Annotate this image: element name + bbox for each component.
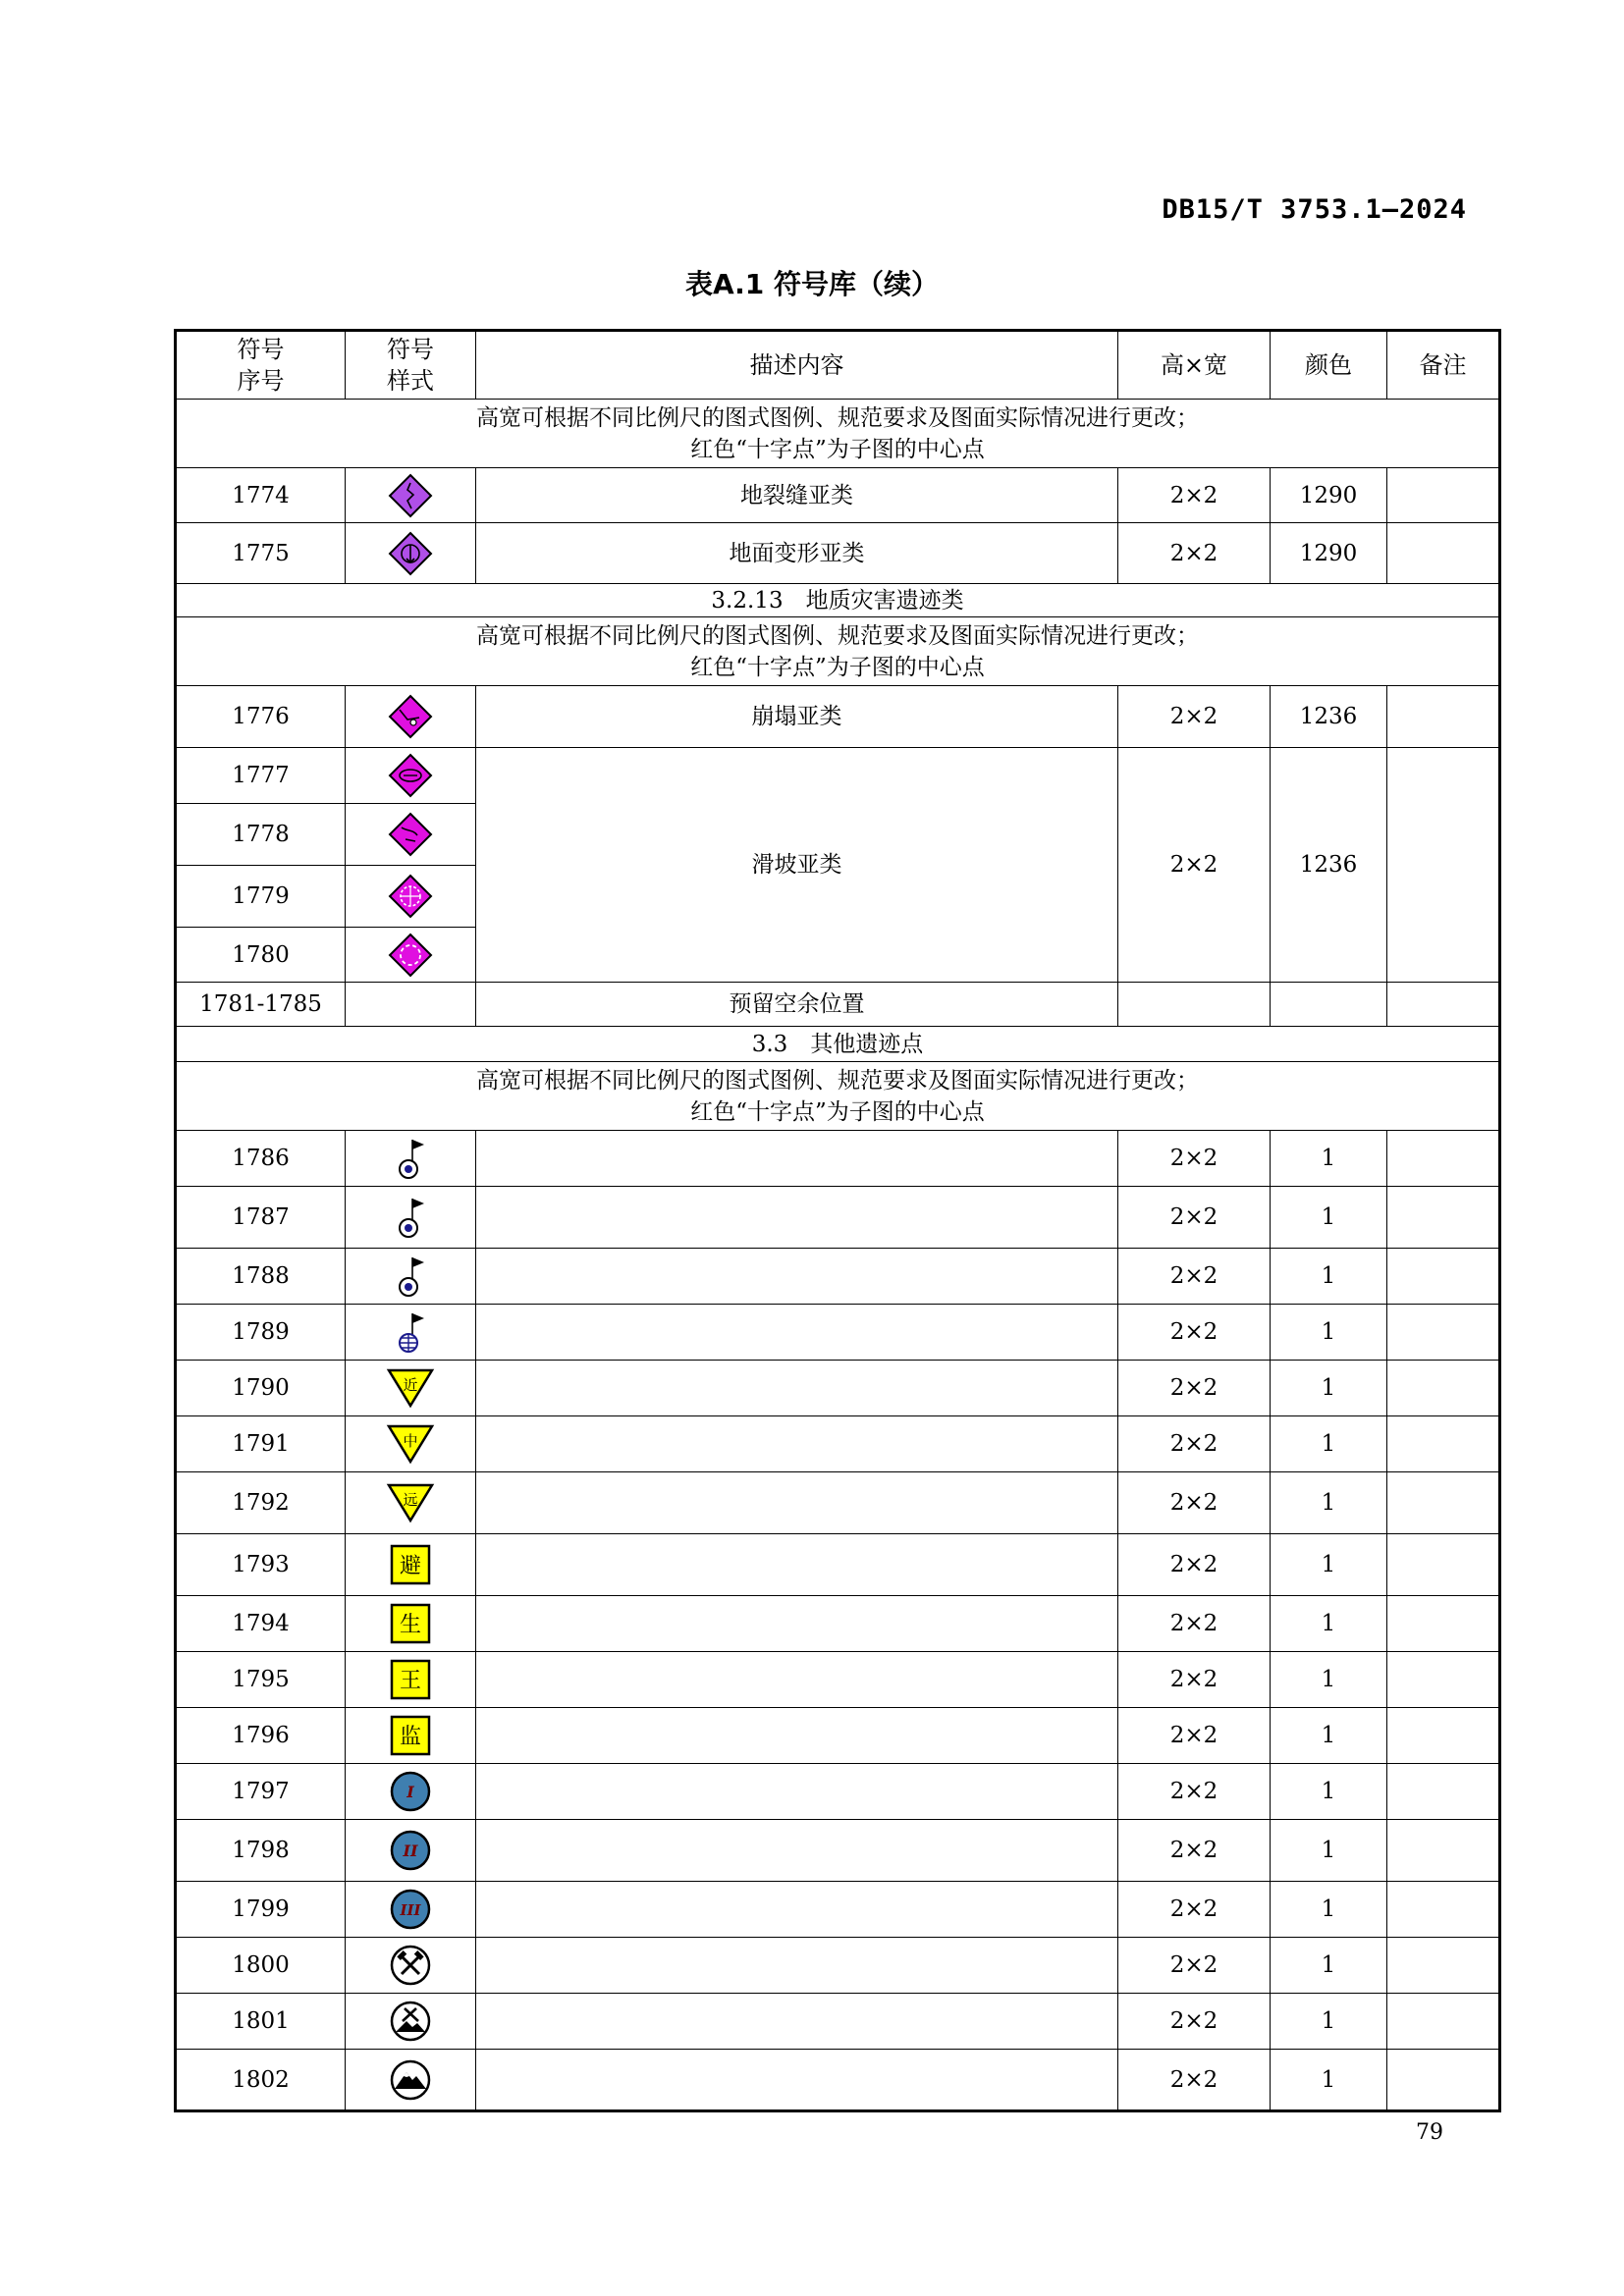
size: 2×2 (1118, 468, 1271, 523)
section-heading: 3.3 其他遗迹点 (176, 1027, 1500, 1062)
table-header-row (176, 331, 1500, 400)
svg-text:监: 监 (399, 1725, 422, 1749)
symbol-style-cell (346, 1596, 476, 1652)
symbol-id: 1800 (176, 1938, 346, 1994)
description (476, 1708, 1118, 1764)
note (1387, 1361, 1500, 1416)
symbol-style-cell (346, 1652, 476, 1708)
size: 2×2 (1118, 748, 1271, 983)
note-row (176, 400, 1500, 468)
table-row (176, 1938, 1500, 1994)
table-row (176, 1187, 1500, 1249)
color-code: 1 (1271, 2050, 1387, 2111)
note (1387, 1131, 1500, 1187)
symbol-style-cell (346, 1534, 476, 1596)
symbol-id: 1802 (176, 2050, 346, 2111)
svg-text:生: 生 (399, 1613, 422, 1637)
symbol-id: 1776 (176, 686, 346, 748)
size (1118, 983, 1271, 1027)
size: 2×2 (1118, 1596, 1271, 1652)
table-row (176, 983, 1500, 1027)
symbol-style-cell (346, 1764, 476, 1820)
symbol-id: 1799 (176, 1882, 346, 1938)
svg-text:中: 中 (403, 1432, 418, 1450)
svg-text:II: II (403, 1842, 418, 1860)
header-symbol-style: 符号 样式 (346, 331, 476, 400)
svg-text:远: 远 (403, 1491, 418, 1509)
color-code: 1 (1271, 1596, 1387, 1652)
symbol-id: 1801 (176, 1994, 346, 2050)
table-row (176, 1652, 1500, 1708)
description: 地裂缝亚类 (476, 468, 1118, 523)
svg-text:近: 近 (403, 1376, 418, 1394)
description (476, 1416, 1118, 1472)
color-code: 1290 (1271, 468, 1387, 523)
flag-circle-point-icon (391, 1254, 430, 1299)
symbol-style-cell (346, 1305, 476, 1361)
description (476, 1187, 1118, 1249)
table-row (176, 1305, 1500, 1361)
note (1387, 1764, 1500, 1820)
symbol-id: 1790 (176, 1361, 346, 1416)
description (476, 1361, 1118, 1416)
symbol-style-cell (346, 1416, 476, 1472)
description (476, 1249, 1118, 1305)
size: 2×2 (1118, 686, 1271, 748)
table-row (176, 1882, 1500, 1938)
description (476, 1305, 1118, 1361)
size: 2×2 (1118, 523, 1271, 584)
symbol-style-cell (346, 748, 476, 804)
blue-circle-roman-icon (389, 1770, 432, 1813)
description: 预留空余位置 (476, 983, 1118, 1027)
size: 2×2 (1118, 1305, 1271, 1361)
symbol-style-cell (346, 1249, 476, 1305)
note (1387, 1994, 1500, 2050)
description (476, 1472, 1118, 1534)
note (1387, 1652, 1500, 1708)
note (1387, 1416, 1500, 1472)
description (476, 1882, 1118, 1938)
yellow-square-icon (389, 1543, 432, 1586)
yellow-triangle-icon (386, 1481, 435, 1524)
blue-circle-roman-icon (389, 1829, 432, 1872)
size: 2×2 (1118, 1187, 1271, 1249)
symbol-style-cell (346, 983, 476, 1027)
table-row (176, 523, 1500, 584)
symbol-style-cell (346, 686, 476, 748)
symbol-style-cell (346, 1882, 476, 1938)
symbol-id: 1774 (176, 468, 346, 523)
symbol-style-cell (346, 1131, 476, 1187)
size: 2×2 (1118, 1472, 1271, 1534)
symbol-style-cell (346, 1187, 476, 1249)
size: 2×2 (1118, 1708, 1271, 1764)
size: 2×2 (1118, 1994, 1271, 2050)
color-code: 1 (1271, 1882, 1387, 1938)
header-size: 高×宽 (1118, 331, 1271, 400)
color-code: 1 (1271, 1994, 1387, 2050)
symbol-id: 1793 (176, 1534, 346, 1596)
color-code: 1 (1271, 1305, 1387, 1361)
note (1387, 1938, 1500, 1994)
table-row (176, 1820, 1500, 1882)
magenta-diamond-landslide-b-icon (388, 812, 433, 857)
symbol-id: 1787 (176, 1187, 346, 1249)
symbol-id: 1789 (176, 1305, 346, 1361)
symbol-style-cell (346, 1994, 476, 2050)
symbol-style-cell (346, 523, 476, 584)
symbol-style-cell (346, 1708, 476, 1764)
svg-text:王: 王 (399, 1669, 422, 1693)
table-row (176, 2050, 1500, 2111)
table-row (176, 1708, 1500, 1764)
symbol-id: 1788 (176, 1249, 346, 1305)
magenta-diamond-landslide-c-icon (388, 874, 433, 919)
note-row (176, 617, 1500, 686)
symbol-id: 1780 (176, 928, 346, 983)
symbol-id: 1795 (176, 1652, 346, 1708)
svg-text:III: III (400, 1901, 421, 1919)
table-row (176, 1249, 1500, 1305)
table-row (176, 1131, 1500, 1187)
symbol-id: 1778 (176, 804, 346, 866)
table-row (176, 1416, 1500, 1472)
svg-text:避: 避 (399, 1554, 422, 1578)
color-code: 1 (1271, 1131, 1387, 1187)
note (1387, 1472, 1500, 1534)
description (476, 1994, 1118, 2050)
color-code: 1 (1271, 1416, 1387, 1472)
size: 2×2 (1118, 1131, 1271, 1187)
size: 2×2 (1118, 1534, 1271, 1596)
symbol-id: 1786 (176, 1131, 346, 1187)
mountain-circle-icon (389, 2058, 432, 2102)
description (476, 1596, 1118, 1652)
color-code: 1 (1271, 1708, 1387, 1764)
note-text: 高宽可根据不同比例尺的图式图例、规范要求及图面实际情况进行更改； 红色“十字点”为子图的中心点 (176, 617, 1500, 686)
description (476, 1652, 1118, 1708)
table-row (176, 1361, 1500, 1416)
table-row (176, 468, 1500, 523)
description (476, 1764, 1118, 1820)
description: 地面变形亚类 (476, 523, 1118, 584)
symbol-id: 1797 (176, 1764, 346, 1820)
table-row (176, 1596, 1500, 1652)
symbol-style-cell (346, 1938, 476, 1994)
size: 2×2 (1118, 1652, 1271, 1708)
description (476, 1131, 1118, 1187)
symbol-style-cell (346, 1820, 476, 1882)
yellow-triangle-icon (386, 1366, 435, 1410)
magenta-diamond-landslide-a-icon (388, 753, 433, 798)
symbol-style-cell (346, 2050, 476, 2111)
note (1387, 1249, 1500, 1305)
page-number: 79 (1416, 2120, 1443, 2145)
color-code: 1 (1271, 1652, 1387, 1708)
color-code: 1290 (1271, 523, 1387, 584)
section-row (176, 1027, 1500, 1062)
note (1387, 1596, 1500, 1652)
size: 2×2 (1118, 1764, 1271, 1820)
hammers-mountain-circle-icon (389, 2000, 432, 2043)
description: 滑坡亚类 (476, 748, 1118, 983)
crossed-hammers-circle-icon (389, 1944, 432, 1987)
flag-grid-circle-icon (391, 1309, 430, 1355)
symbol-id: 1792 (176, 1472, 346, 1534)
yellow-triangle-icon (386, 1422, 435, 1466)
section-row (176, 584, 1500, 617)
symbol-id: 1798 (176, 1820, 346, 1882)
note (1387, 686, 1500, 748)
size: 2×2 (1118, 1938, 1271, 1994)
symbol-style-cell (346, 1472, 476, 1534)
symbol-id: 1779 (176, 866, 346, 928)
flag-circle-point-icon (391, 1136, 430, 1181)
symbol-style-cell (346, 866, 476, 928)
size: 2×2 (1118, 1416, 1271, 1472)
table-row (176, 1994, 1500, 2050)
table-row (176, 686, 1500, 748)
color-code: 1236 (1271, 748, 1387, 983)
symbol-style-cell (346, 928, 476, 983)
note (1387, 2050, 1500, 2111)
size: 2×2 (1118, 2050, 1271, 2111)
symbol-id: 1775 (176, 523, 346, 584)
description (476, 1938, 1118, 1994)
note-row (176, 1062, 1500, 1131)
blue-circle-roman-icon (389, 1888, 432, 1931)
color-code: 1 (1271, 1534, 1387, 1596)
symbol-id: 1777 (176, 748, 346, 804)
svg-text:I: I (406, 1783, 414, 1801)
yellow-square-icon (389, 1602, 432, 1645)
section-heading: 3.2.13 地质灾害遗迹类 (176, 584, 1500, 617)
table-row (176, 1534, 1500, 1596)
table-title: 表A.1 符号库（续） (684, 268, 940, 300)
color-code: 1 (1271, 1187, 1387, 1249)
note (1387, 748, 1500, 983)
size: 2×2 (1118, 1249, 1271, 1305)
color-code (1271, 983, 1387, 1027)
description (476, 1820, 1118, 1882)
symbol-id: 1791 (176, 1416, 346, 1472)
purple-diamond-fissure-icon (388, 473, 433, 518)
note (1387, 523, 1500, 584)
flag-circle-point-icon (391, 1195, 430, 1240)
color-code: 1 (1271, 1472, 1387, 1534)
symbol-style-cell (346, 468, 476, 523)
document-code: DB15/T 3753.1—2024 (1162, 194, 1467, 225)
magenta-diamond-landslide-d-icon (388, 933, 433, 978)
header-description: 描述内容 (476, 331, 1118, 400)
header-color: 颜色 (1271, 331, 1387, 400)
note (1387, 1305, 1500, 1361)
size: 2×2 (1118, 1361, 1271, 1416)
yellow-square-icon (389, 1658, 432, 1701)
note-text: 高宽可根据不同比例尺的图式图例、规范要求及图面实际情况进行更改； 红色“十字点”为子图的中心点 (176, 1062, 1500, 1131)
header-note: 备注 (1387, 331, 1500, 400)
color-code: 1 (1271, 1361, 1387, 1416)
note-text: 高宽可根据不同比例尺的图式图例、规范要求及图面实际情况进行更改； 红色“十字点”为子图的中心点 (176, 400, 1500, 468)
header-symbol-id: 符号 序号 (176, 331, 346, 400)
table-row (176, 1764, 1500, 1820)
description (476, 1534, 1118, 1596)
table-row (176, 1472, 1500, 1534)
color-code: 1 (1271, 1938, 1387, 1994)
symbol-library-table (174, 329, 1501, 2112)
size: 2×2 (1118, 1882, 1271, 1938)
purple-diamond-deformation-icon (388, 531, 433, 576)
magenta-diamond-collapse-icon (388, 694, 433, 739)
size: 2×2 (1118, 1820, 1271, 1882)
note (1387, 1534, 1500, 1596)
color-code: 1236 (1271, 686, 1387, 748)
table-row (176, 748, 1500, 804)
description (476, 2050, 1118, 2111)
note (1387, 1882, 1500, 1938)
color-code: 1 (1271, 1764, 1387, 1820)
symbol-style-cell (346, 804, 476, 866)
note (1387, 1187, 1500, 1249)
note (1387, 468, 1500, 523)
yellow-square-icon (389, 1714, 432, 1757)
symbol-id: 1781-1785 (176, 983, 346, 1027)
color-code: 1 (1271, 1249, 1387, 1305)
symbol-style-cell (346, 1361, 476, 1416)
note (1387, 1820, 1500, 1882)
note (1387, 1708, 1500, 1764)
note (1387, 983, 1500, 1027)
color-code: 1 (1271, 1820, 1387, 1882)
description: 崩塌亚类 (476, 686, 1118, 748)
symbol-id: 1796 (176, 1708, 346, 1764)
symbol-id: 1794 (176, 1596, 346, 1652)
